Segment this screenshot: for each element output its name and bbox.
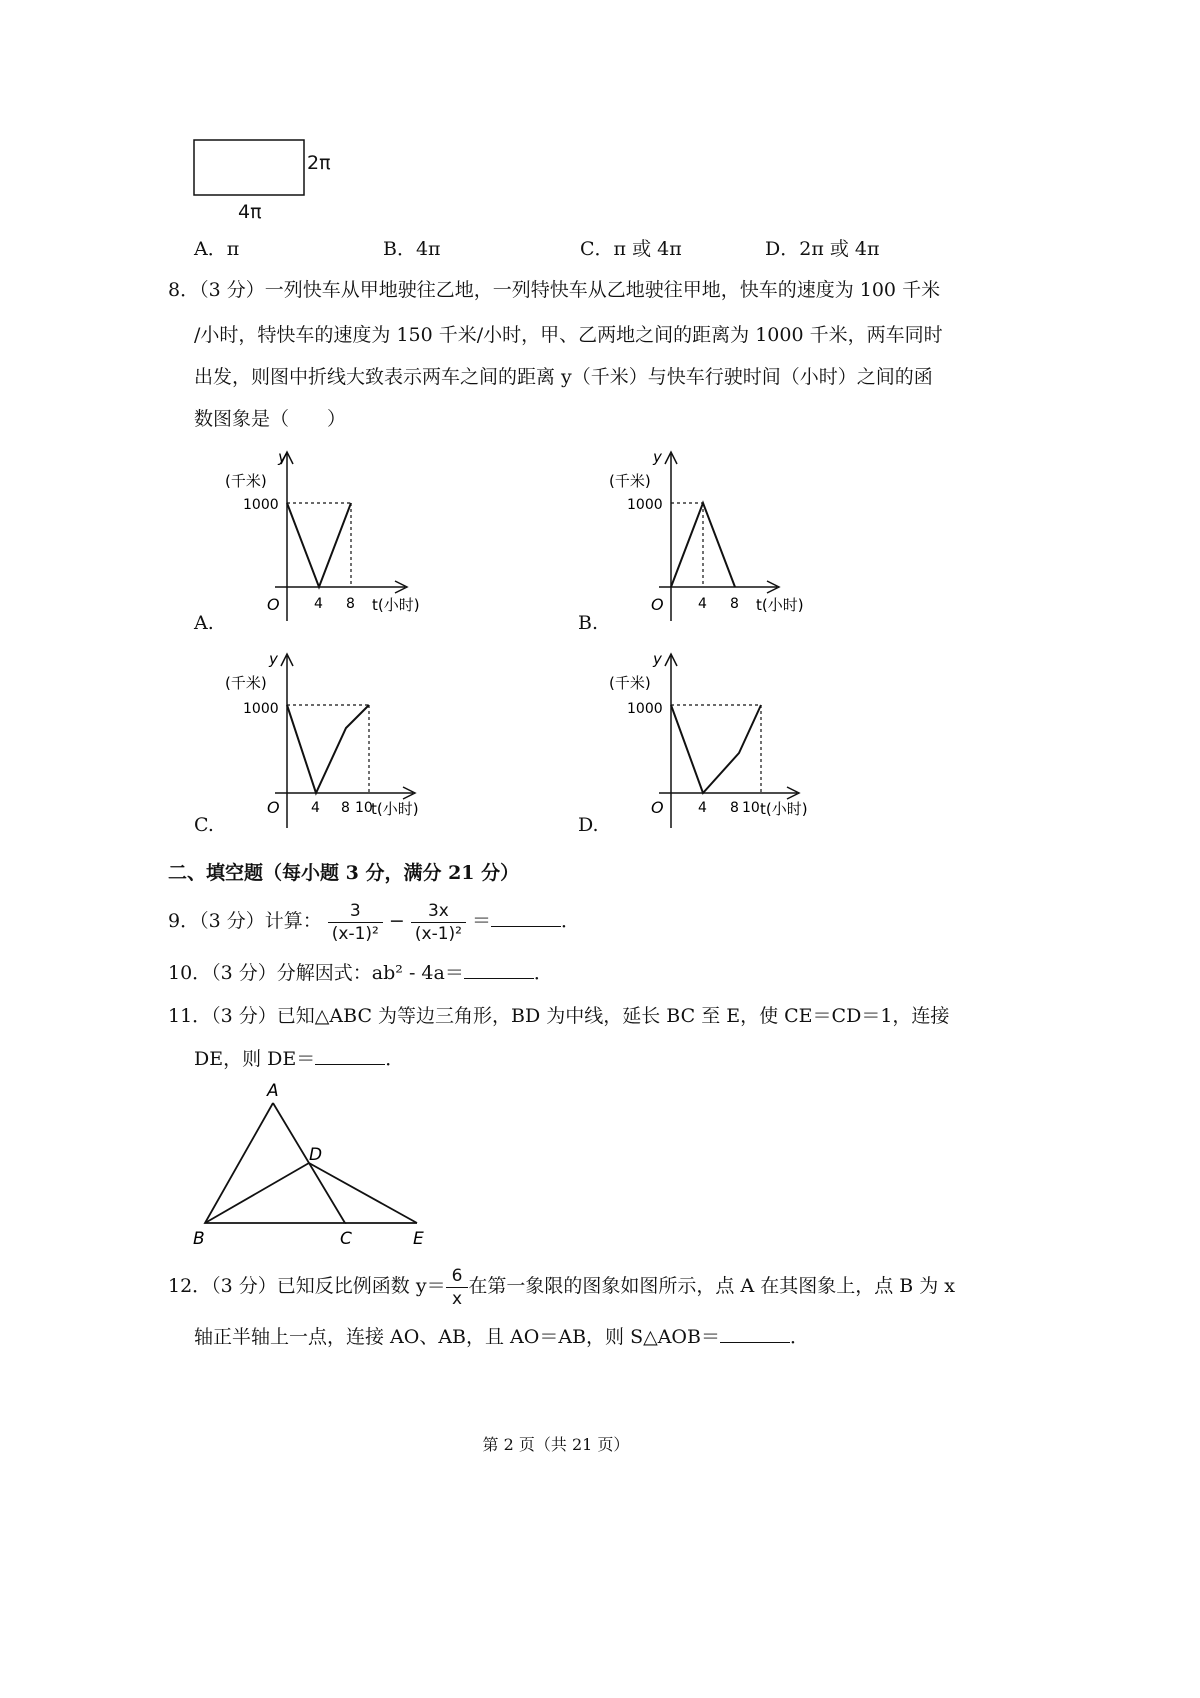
rect-label-bottom: 4π bbox=[238, 201, 262, 223]
q8-option-b-label: B. bbox=[578, 612, 599, 634]
svg-text:t(小时): t(小时) bbox=[371, 800, 419, 818]
q12-line-1: 12．（3 分）已知反比例函数 y＝ $\frac{6}{x}$ 在第一象限的图象如图所示，点 A 在其图象上，点 B 为 x bbox=[168, 1265, 956, 1309]
rect-label-right: 2π bbox=[307, 152, 331, 174]
q12-answer-blank bbox=[720, 1324, 790, 1343]
svg-text:(千米): (千米) bbox=[609, 674, 651, 692]
svg-text:4: 4 bbox=[698, 596, 707, 612]
q8-graph-d bbox=[599, 648, 839, 833]
svg-text:y: y bbox=[653, 448, 662, 466]
q9-fraction-2: $\frac{3x}{\text{(x-1)²}}$ bbox=[411, 900, 466, 945]
svg-text:O: O bbox=[651, 595, 664, 614]
q9: 9．（3 分）计算： $\frac{3}{\text{(x-1)²}}$ − $\frac{3x}{\text{(x-1)²}}$ ＝ ． bbox=[168, 900, 581, 944]
q8-graph-c bbox=[215, 648, 455, 833]
svg-text:y: y bbox=[653, 650, 662, 668]
svg-text:1000: 1000 bbox=[243, 701, 279, 717]
svg-text:1000: 1000 bbox=[627, 497, 663, 513]
svg-text:4: 4 bbox=[311, 800, 320, 816]
q11-line-2: DE，则 DE＝ ． bbox=[194, 1048, 405, 1070]
q8-line-3: 出发，则图中折线大致表示两车之间的距离 y（千米）与快车行驶时间（小时）之间的函 bbox=[194, 366, 933, 388]
q7-option-d: D．2π 或 4π bbox=[765, 238, 880, 260]
point-c-label: C bbox=[340, 1229, 352, 1249]
q9-fraction-1: $\frac{3}{\text{(x-1)²}}$ bbox=[328, 900, 383, 945]
section-2-heading: 二、填空题（每小题 3 分，满分 21 分） bbox=[168, 862, 520, 884]
q11-line-1: 11．（3 分）已知△ABC 为等边三角形，BD 为中线，延长 BC 至 E，使 CE＝CD＝1，连接 bbox=[168, 1005, 950, 1027]
q11-triangle-figure bbox=[185, 1078, 455, 1253]
q8-line-4: 数图象是（ ） bbox=[194, 408, 347, 430]
svg-text:t(小时): t(小时) bbox=[760, 800, 808, 818]
graph-origin-label: O bbox=[267, 595, 280, 614]
q12-fraction: $\frac{6}{x}$ bbox=[446, 1265, 469, 1310]
q8-line-2: /小时，特快车的速度为 150 千米/小时，甲、乙两地之间的距离为 1000 千米，两车同时 bbox=[194, 324, 943, 346]
svg-text:8: 8 bbox=[730, 800, 739, 816]
q7-option-b: B．4π bbox=[383, 238, 441, 260]
svg-text:(千米): (千米) bbox=[609, 472, 651, 490]
graph-t-label: t(小时) bbox=[372, 596, 420, 614]
rectangle-figure bbox=[190, 135, 350, 225]
svg-text:O: O bbox=[267, 798, 280, 817]
svg-text:8: 8 bbox=[730, 596, 739, 612]
q8-option-c-label: C. bbox=[194, 814, 214, 836]
page-footer: 第 2 页（共 21 页） bbox=[482, 1435, 630, 1454]
q8-option-d-label: D. bbox=[578, 814, 599, 836]
point-e-label: E bbox=[413, 1229, 424, 1249]
graph-y-label: y bbox=[278, 448, 287, 466]
svg-text:O: O bbox=[651, 798, 664, 817]
point-a-label: A bbox=[267, 1081, 279, 1101]
svg-text:y: y bbox=[269, 650, 278, 668]
q7-option-a: A．π bbox=[194, 238, 240, 260]
q7-option-c: C．π 或 4π bbox=[580, 238, 682, 260]
point-d-label: D bbox=[309, 1145, 323, 1165]
point-b-label: B bbox=[193, 1229, 205, 1249]
q8-option-a-label: A. bbox=[194, 612, 214, 634]
q8-graph-a bbox=[215, 446, 455, 631]
svg-text:10: 10 bbox=[355, 800, 373, 816]
graph-unit-label: (千米) bbox=[225, 472, 267, 490]
q8-graph-b bbox=[599, 446, 839, 631]
q12-line-2: 轴正半轴上一点，连接 AO、AB，且 AO＝AB，则 S△AOB＝ ． bbox=[194, 1326, 809, 1348]
q9-answer-blank bbox=[491, 908, 561, 927]
svg-text:10: 10 bbox=[742, 800, 760, 816]
q11-answer-blank bbox=[315, 1046, 385, 1065]
graph-x4-label: 4 bbox=[314, 596, 323, 612]
svg-text:8: 8 bbox=[341, 800, 350, 816]
svg-text:4: 4 bbox=[698, 800, 707, 816]
graph-value-label: 1000 bbox=[243, 497, 279, 513]
svg-text:t(小时): t(小时) bbox=[756, 596, 804, 614]
q10: 10．（3 分）分解因式：ab² - 4a＝ ． bbox=[168, 962, 553, 984]
svg-text:(千米): (千米) bbox=[225, 674, 267, 692]
graph-x8-label: 8 bbox=[346, 596, 355, 612]
q8-line-1: 8．（3 分）一列快车从甲地驶往乙地，一列特快车从乙地驶往甲地，快车的速度为 100 千米 bbox=[168, 279, 941, 301]
svg-text:1000: 1000 bbox=[627, 701, 663, 717]
q10-answer-blank bbox=[464, 960, 534, 979]
